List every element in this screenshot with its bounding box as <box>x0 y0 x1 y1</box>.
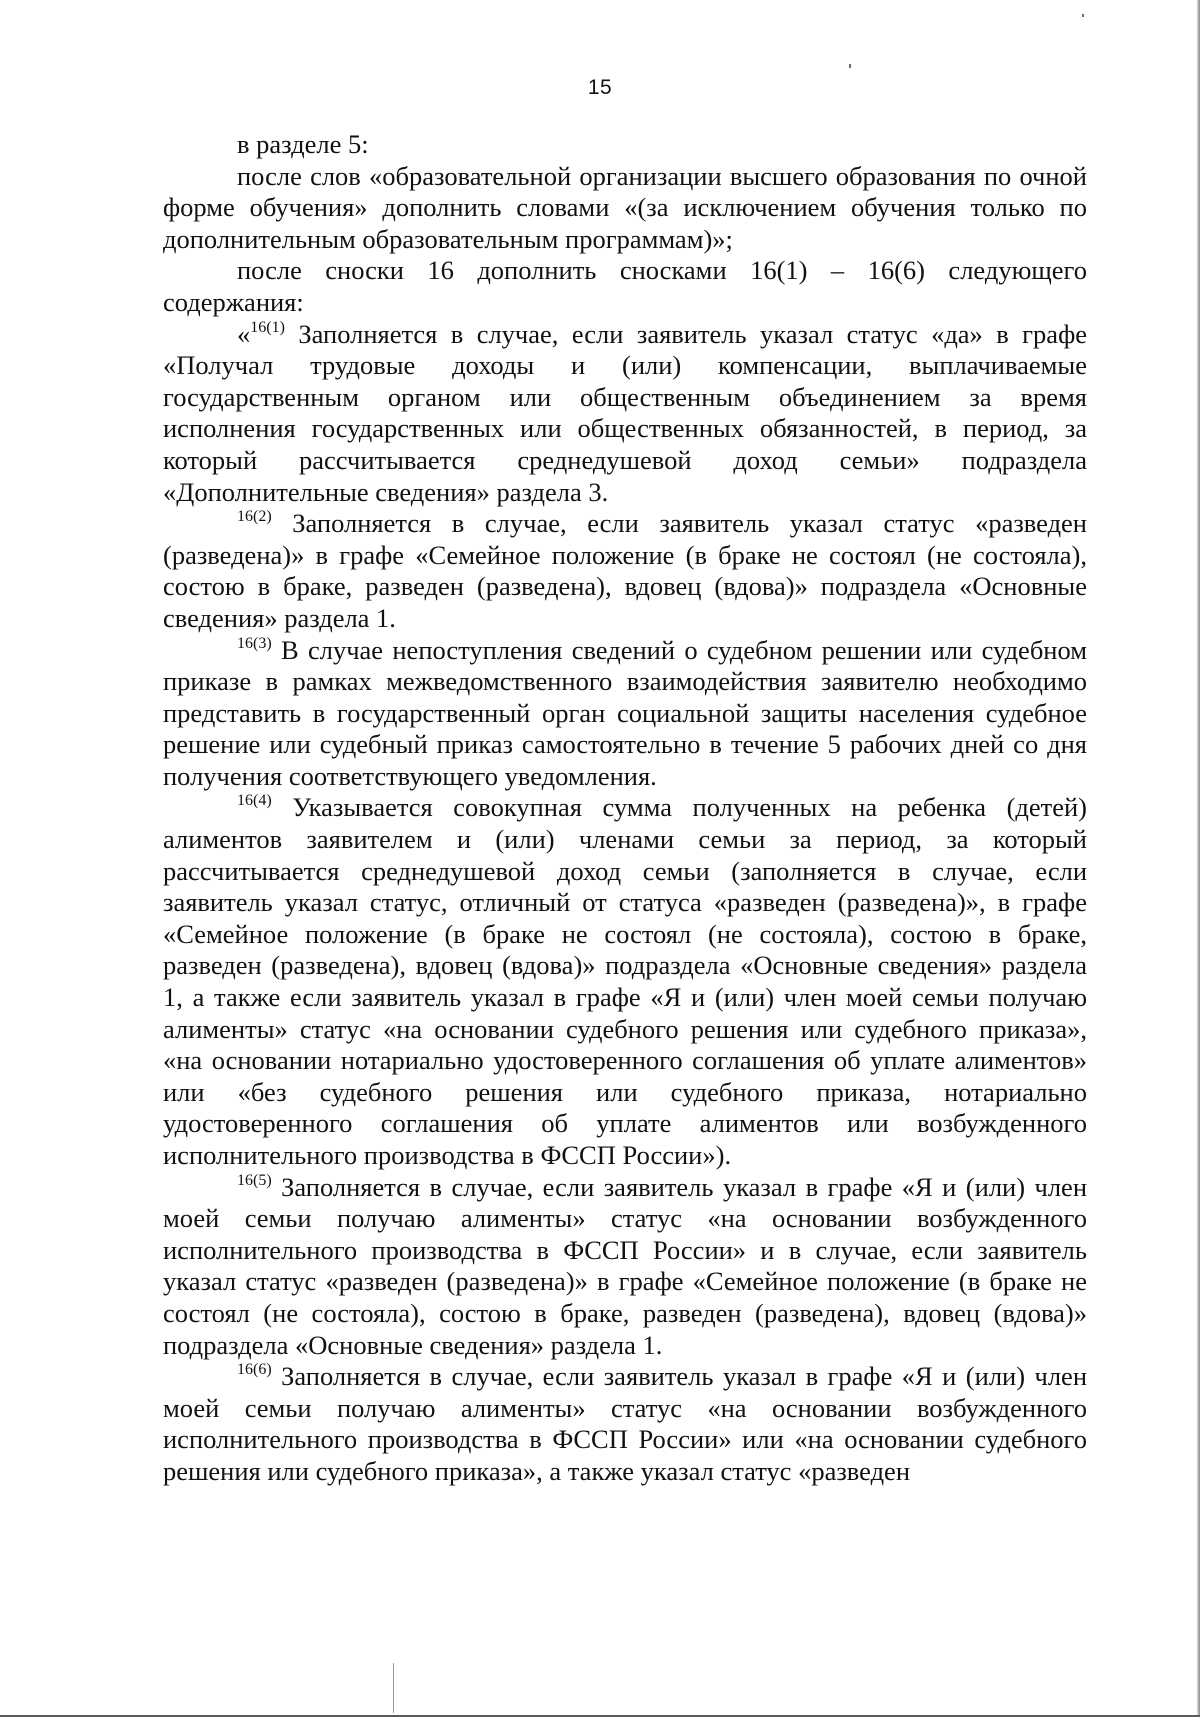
footnote-marker: 16(1) <box>250 318 285 336</box>
footnote-16-6 <box>163 1361 1087 1487</box>
document-body <box>163 129 1087 1488</box>
paragraph-text: после сноски 16 дополнить сносками 16(1) – 16(6) следующего содержания: <box>163 255 1087 317</box>
paragraph-text: в разделе 5: <box>237 129 369 159</box>
footnote-marker: 16(2) <box>237 508 272 526</box>
paragraph-amendment-words <box>163 161 1087 256</box>
footnote-text: В случае непоступления сведений о судебном решении или судебном приказе в рамках межведомственного взаимодействия заявителю необходимо представить в государственный орган социальной защиты населения судебное решение или судебный приказ самостоятельно в течение 5 рабочих дней со дня получения соответствующего уведомления. <box>163 634 1087 791</box>
footnote-text: Указывается совокупная сумма полученных на ребенка (детей) алиментов заявителем и (или) членами семьи за период, за который рассчитывается среднедушевой доход семьи (заполняется в случае, если заявитель указал статус, отличный от статуса «разведен (разведена)», в графе «Семейное положение (в браке не состоял (не состояла), состою в браке, разведен (разведена), вдовец (вдова)» подраздела «Основные сведения» раздела 1, а также если заявитель указал в графе «Я и (или) член моей семьи получаю алименты» статус «на основании судебного решения или судебного приказа», «на основании нотариально удостоверенного соглашения об уплате алиментов» или «без судебного решения или судебного приказа, нотариально удостоверенного соглашения об уплате алиментов или возбужденного исполнительного производства в ФССП России»). <box>163 792 1087 1170</box>
footnote-text: Заполняется в случае, если заявитель указал в графе «Я и (или) член моей семьи получаю алименты» статус «на основании возбужденного исполнительного производства в ФССП России» и в случае, если заявитель указал статус «разведен (разведена)» в графе «Семейное положение (в браке не состоял (не состояла), состою в браке, разведен (разведена), вдовец (вдова)» подраздела «Основные сведения» раздела 1. <box>163 1171 1087 1360</box>
scan-speck <box>393 1663 394 1713</box>
paragraph-section-5-heading <box>163 129 1087 161</box>
scan-speck <box>1082 14 1084 17</box>
footnote-marker: 16(4) <box>237 792 272 810</box>
footnote-16-1 <box>163 319 1087 509</box>
footnote-16-2 <box>163 508 1087 634</box>
scan-speck <box>849 64 851 68</box>
open-quote: « <box>237 318 251 349</box>
footnote-marker: 16(6) <box>237 1361 272 1379</box>
footnote-text: Заполняется в случае, если заявитель указал статус «да» в графе «Получал трудовые доходы и (или) компенсации, выплачиваемые государственным органом или общественным объединением за время исполнения государственных или общественных обязанностей, в период, за который рассчитывается среднедушевой доход семьи» подраздела «Дополнительные сведения» раздела 3. <box>163 318 1087 507</box>
footnote-16-5 <box>163 1172 1087 1362</box>
footnote-marker: 16(3) <box>237 634 272 652</box>
paragraph-footnotes-intro <box>163 255 1087 318</box>
page-number: 15 <box>587 76 613 99</box>
footnote-text: Заполняется в случае, если заявитель указал статус «разведен (разведена)» в графе «Семейное положение (в браке не состоял (не состояла), состою в браке, разведен (разведена), вдовец (вдова)» подраздела «Основные сведения» раздела 1. <box>163 508 1087 633</box>
paragraph-text: после слов «образовательной организации высшего образования по очной форме обучения» дополнить словами «(за исключением обучения только по дополнительным образовательным программам)»; <box>163 160 1087 254</box>
footnote-16-3 <box>163 635 1087 793</box>
footnote-16-4 <box>163 792 1087 1171</box>
footnote-marker: 16(5) <box>237 1171 272 1189</box>
footnote-text: Заполняется в случае, если заявитель указал в графе «Я и (или) член моей семьи получаю алименты» статус «на основании возбужденного исполнительного производства в ФССП России» или «на основании судебного решения или судебного приказа», а также указал статус «разведен <box>163 1361 1087 1486</box>
